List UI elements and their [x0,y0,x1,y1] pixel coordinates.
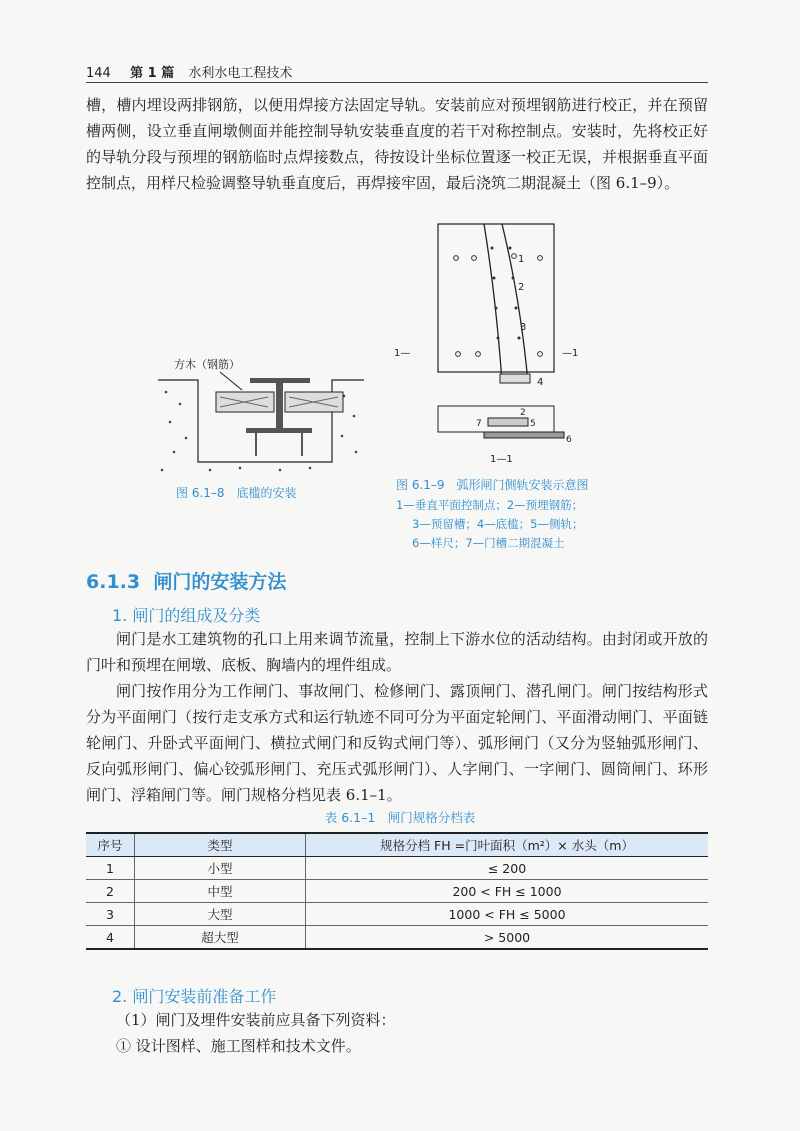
table-cell: 4 [86,926,135,950]
fig9-legend-1: 1—垂直平面控制点；2—预埋钢筋； [396,498,584,512]
fig8-beam-web [276,383,283,428]
fig9-m4: 4 [537,377,544,388]
table-cell: 3 [86,903,135,926]
fig9-control-points [454,254,543,357]
fig9-m7: 7 [476,419,482,429]
table-cell: ≤ 200 [306,857,709,880]
fig9-m5: 5 [530,419,536,429]
table-row [86,903,708,926]
preparation-item-1a: ① 设计图样、施工图样和技术文件。 [116,1037,361,1055]
table-header-index: 序号 [86,833,135,857]
running-header [86,62,706,81]
figure-6-1-8 [150,352,370,477]
table-cell: > 5000 [306,926,709,950]
table-cell: 200 < FH ≤ 1000 [306,880,709,903]
subheading-preparation: 2. 闸门安装前准备工作 [112,987,277,1006]
paragraph-definition: 闸门是水工建筑物的孔口上用来调节流量，控制上下游水位的活动结构。由封闭或开放的门叶和预埋在闸墩、底板、胸墙内的埋件组成。 [86,630,708,674]
table-cell: 1 [86,857,135,880]
fig9-caption: 图 6.1–9 弧形闸门侧轨安装示意图 [396,478,589,492]
table-cell: 2 [86,880,135,903]
fig9-m3: 3 [520,322,527,333]
page-number: 144 [86,66,111,81]
fig9-legend-3: 6—样尺；7—门槽二期混凝土 [412,536,565,550]
table-cell: 小型 [135,857,306,880]
fig8-beam-top [250,378,310,383]
table-row [86,880,708,903]
fig9-gauge [484,432,564,438]
header-title: 水利水电工程技术 [188,66,293,81]
section-number: 6.1.3 [86,571,141,593]
section-title: 闸门的安装方法 [153,571,287,593]
table-cell: 中型 [135,880,306,903]
fig8-leader [220,372,242,390]
table-row [86,857,708,880]
fig9-rail [488,418,528,426]
table-header-row [86,833,708,857]
fig9-sill [500,374,530,383]
fig9-m2b: 2 [520,408,526,418]
table-cell: 超大型 [135,926,306,950]
fig8-wood-label: 方木（钢筋） [174,358,240,371]
part-label: 第 1 篇 [130,66,175,81]
table-cell: 大型 [135,903,306,926]
fig8-caption: 图 6.1–8 底槛的安装 [176,486,297,500]
gate-spec-table [86,832,708,950]
fig9-section-left: 1— [394,348,411,359]
fig9-m1: 1 [518,254,525,265]
fig9-arc-outer [502,224,528,382]
table-header-type: 类型 [135,833,306,857]
intro-paragraph: 槽，槽内埋设两排钢筋，以便用焊接方法固定导轨。安装前应对预埋钢筋进行校正，并在预留槽两侧，设立垂直闸墩侧面并能控制导轨安装垂直度的若干对称控制点。安装时，先将校正好的导轨分段与预埋的钢筋临时点焊接数点，待按设计坐标位置逐一校正无误，并根据垂直平面控制点，用样尺检验调整导轨垂直度后，再焊接牢固，最后浇筑二期混凝土（图 6.1–9）。 [86,96,708,192]
fig9-legend-2: 3—预留槽；4—底槛；5—侧轨； [412,517,584,531]
table-header-spec: 规格分档 FH =门叶面积（m²）× 水头（m） [306,833,709,857]
table-cell: 1000 < FH ≤ 5000 [306,903,709,926]
fig9-frame [438,224,554,372]
preparation-item-1: （1）闸门及埋件安装前应具备下列资料： [116,1011,396,1029]
fig8-beam-bottom [246,428,312,433]
paragraph-classification: 闸门按作用分为工作闸门、事故闸门、检修闸门、露顶闸门、潜孔闸门。闸门按结构形式分为平面闸门（按行走支承方式和运行轨迹不同可分为平面定轮闸门、平面滑动闸门、平面链轮闸门、升卧式平面闸门、横拉式闸门和反钩式闸门等）、弧形闸门（又分为竖轴弧形闸门、反向弧形闸门、偏心铰弧形闸门、充压式弧形闸门）、人字闸门、一字闸门、圆筒闸门、环形闸门、浮箱闸门等。闸门规格分档见表 6.1–1。 [86,682,708,804]
fig9-section-right: —1 [562,348,579,359]
table-title: 表 6.1–1 闸门规格分档表 [324,810,476,825]
fig9-m6: 6 [566,435,572,445]
fig9-m2: 2 [518,282,525,293]
fig9-section-label: 1—1 [490,454,513,465]
table-row [86,926,708,950]
header-rule [86,82,708,83]
subheading-composition: 1. 闸门的组成及分类 [112,606,261,625]
section-heading [86,567,286,594]
figure-6-1-9 [392,218,592,468]
